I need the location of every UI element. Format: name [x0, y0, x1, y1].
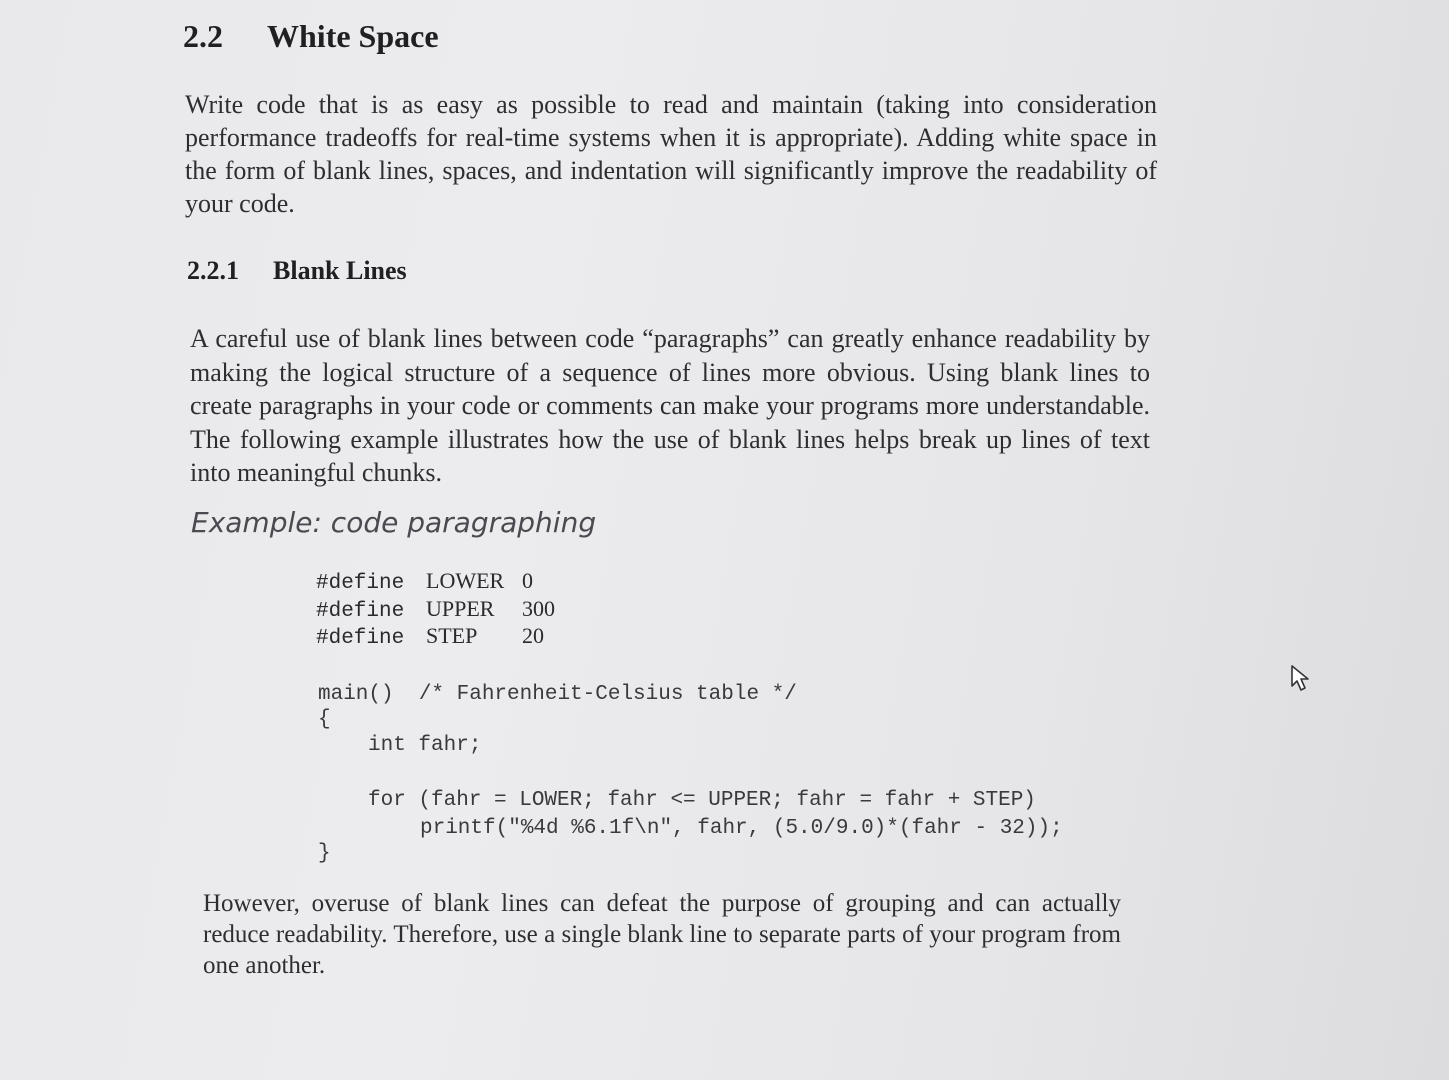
subsection-title: Blank Lines — [273, 256, 407, 285]
define-name: LOWER — [426, 568, 505, 593]
define-keyword: #define — [316, 627, 405, 650]
define-value: 0 — [522, 568, 533, 593]
intro-paragraph: Write code that is as easy as possible to read and maintain (taking into consideration performance tradeoffs for real-time systems when it is appropriate). Adding white space in the form of blank lines, spaces, and indentation will significantly improve the readability of your code. — [185, 90, 1157, 218]
define-name: UPPER — [426, 596, 495, 621]
closing-paragraph: However, overuse of blank lines can defeat the purpose of grouping and can actually reduce readability. Therefore, use a single blank line to separate parts of your program from one another. — [203, 890, 1121, 979]
code-declaration: int fahr; — [368, 734, 482, 757]
section-number: 2.2 — [183, 18, 223, 54]
code-for-line: for (fahr = LOWER; fahr <= UPPER; fahr = fahr + STEP) — [368, 789, 1036, 812]
define-value: 20 — [522, 623, 544, 648]
section-title: White Space — [267, 18, 439, 54]
define-line — [316, 623, 544, 650]
code-close-brace: } — [318, 842, 331, 865]
code-open-brace: { — [318, 708, 331, 731]
define-keyword: #define — [316, 600, 405, 623]
example-label: Example: code paragraphing — [191, 506, 597, 539]
define-keyword: #define — [316, 572, 405, 595]
section-heading — [183, 18, 439, 55]
define-line — [316, 596, 555, 623]
define-name: STEP — [426, 623, 478, 648]
subsection-number: 2.2.1 — [187, 256, 239, 285]
define-line — [316, 568, 533, 595]
define-value: 300 — [522, 596, 555, 621]
subsection-heading — [187, 256, 407, 286]
blank-lines-paragraph: A careful use of blank lines between code “paragraphs” can greatly enhance readability by making the logical structure of a sequence of lines more obvious. Using blank lines to create paragraphs in your code or comments can make your programs more understandable. The following example illustrates how the use of blank lines helps break up lines of text into meaningful chunks. — [190, 324, 1150, 487]
code-main-line: main() /* Fahrenheit-Celsius table */ — [318, 683, 797, 706]
code-printf-line: printf("%4d %6.1f\n", fahr, (5.0/9.0)*(fahr - 32)); — [420, 817, 1063, 840]
mouse-pointer-icon — [1290, 664, 1316, 692]
